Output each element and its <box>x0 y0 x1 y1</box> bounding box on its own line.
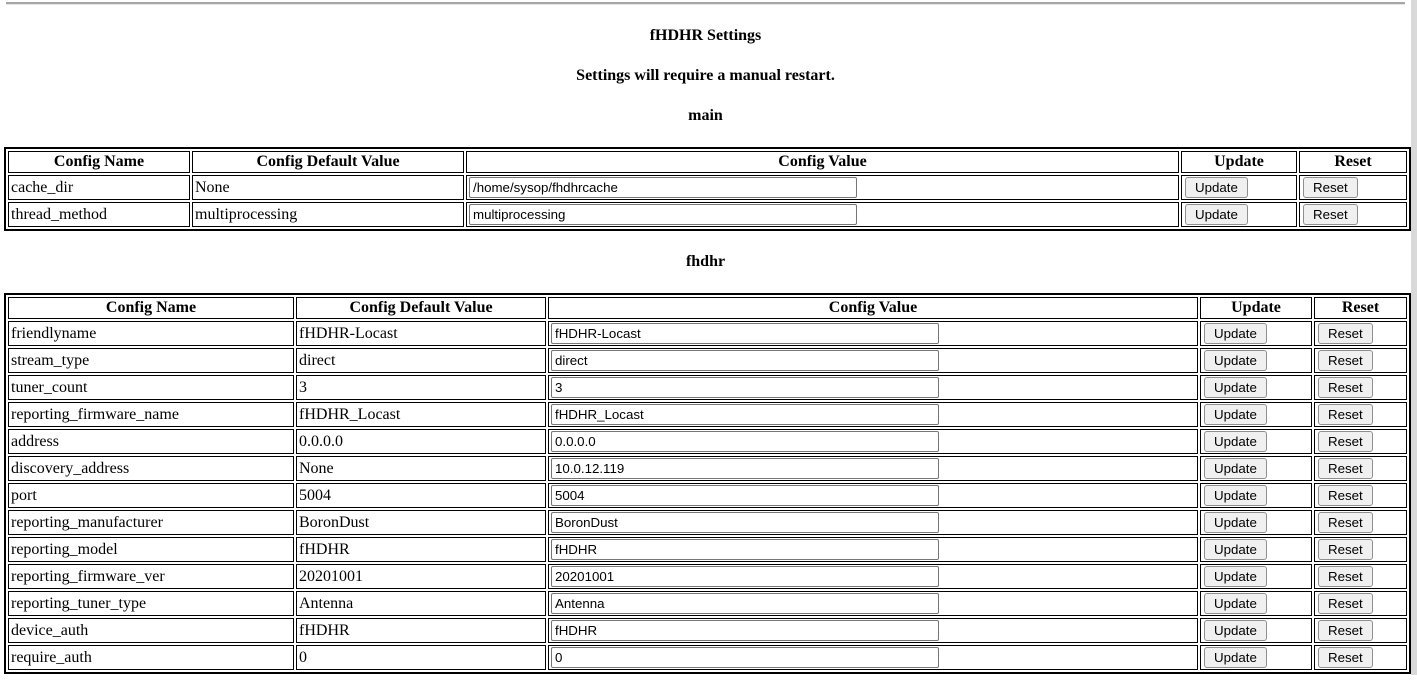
section-title: fhdhr <box>4 253 1407 271</box>
config-default-value-cell: 3 <box>296 375 546 400</box>
reset-button[interactable]: Reset <box>1318 377 1373 398</box>
restart-notice: Settings will require a manual restart. <box>4 67 1407 85</box>
config-name-cell: require_auth <box>8 645 294 670</box>
config-value-cell <box>548 321 1198 346</box>
reset-cell <box>1314 564 1407 589</box>
config-default-value-cell: 20201001 <box>296 564 546 589</box>
reset-button[interactable]: Reset <box>1318 620 1373 641</box>
update-cell <box>1200 483 1312 508</box>
config-name-cell: tuner_count <box>8 375 294 400</box>
update-cell <box>1200 618 1312 643</box>
reset-cell <box>1314 348 1407 373</box>
config-name-cell: port <box>8 483 294 508</box>
update-button[interactable]: Update <box>1204 323 1267 344</box>
config-name-cell: reporting_model <box>8 537 294 562</box>
config-default-value-cell: None <box>192 175 464 200</box>
reset-cell <box>1314 483 1407 508</box>
config-value-input[interactable] <box>469 204 857 225</box>
config-default-value-cell: fHDHR_Locast <box>296 402 546 427</box>
config-name-cell: reporting_manufacturer <box>8 510 294 535</box>
config-value-input[interactable] <box>551 458 939 479</box>
update-button[interactable]: Update <box>1185 204 1248 225</box>
config-value-cell <box>548 483 1198 508</box>
config-name-cell: reporting_firmware_name <box>8 402 294 427</box>
config-row <box>8 375 1407 400</box>
reset-button[interactable]: Reset <box>1318 458 1373 479</box>
update-cell <box>1200 456 1312 481</box>
col-header-config-name: Config Name <box>8 297 294 319</box>
config-default-value-cell: fHDHR-Locast <box>296 321 546 346</box>
config-value-cell <box>548 456 1198 481</box>
config-value-input[interactable] <box>551 593 939 614</box>
update-button[interactable]: Update <box>1204 404 1267 425</box>
config-name-cell: discovery_address <box>8 456 294 481</box>
update-cell <box>1200 321 1312 346</box>
config-default-value-cell: fHDHR <box>296 618 546 643</box>
config-value-cell <box>548 510 1198 535</box>
reset-button[interactable]: Reset <box>1318 539 1373 560</box>
reset-cell <box>1299 175 1407 200</box>
page-title: fHDHR Settings <box>4 27 1407 45</box>
config-row <box>8 618 1407 643</box>
update-button[interactable]: Update <box>1204 620 1267 641</box>
col-header-config-default-value: Config Default Value <box>296 297 546 319</box>
reset-cell <box>1314 321 1407 346</box>
config-row <box>8 510 1407 535</box>
col-header-reset: Reset <box>1299 151 1407 173</box>
reset-button[interactable]: Reset <box>1318 593 1373 614</box>
config-name-cell: device_auth <box>8 618 294 643</box>
config-value-cell <box>548 348 1198 373</box>
reset-cell <box>1314 645 1407 670</box>
update-button[interactable]: Update <box>1204 350 1267 371</box>
update-cell <box>1200 591 1312 616</box>
config-value-input[interactable] <box>551 350 939 371</box>
config-value-cell <box>548 537 1198 562</box>
reset-button[interactable]: Reset <box>1318 323 1373 344</box>
config-name-cell: thread_method <box>8 202 190 227</box>
config-row <box>8 348 1407 373</box>
reset-button[interactable]: Reset <box>1303 177 1358 198</box>
config-value-cell <box>548 429 1198 454</box>
col-header-update: Update <box>1181 151 1297 173</box>
config-default-value-cell: BoronDust <box>296 510 546 535</box>
config-name-cell: friendlyname <box>8 321 294 346</box>
config-row <box>8 175 1407 200</box>
config-name-cell: stream_type <box>8 348 294 373</box>
update-cell <box>1181 175 1297 200</box>
update-cell <box>1200 645 1312 670</box>
settings-section <box>4 253 1407 674</box>
reset-cell <box>1314 402 1407 427</box>
config-table <box>4 293 1411 674</box>
col-header-reset: Reset <box>1314 297 1407 319</box>
config-default-value-cell: None <box>296 456 546 481</box>
config-row <box>8 564 1407 589</box>
reset-button[interactable]: Reset <box>1318 431 1373 452</box>
update-button[interactable]: Update <box>1204 377 1267 398</box>
update-cell <box>1181 202 1297 227</box>
update-button[interactable]: Update <box>1204 566 1267 587</box>
config-default-value-cell: multiprocessing <box>192 202 464 227</box>
config-value-input[interactable] <box>551 485 939 506</box>
col-header-config-default-value: Config Default Value <box>192 151 464 173</box>
config-row <box>8 321 1407 346</box>
config-value-cell <box>548 645 1198 670</box>
config-row <box>8 537 1407 562</box>
config-value-cell <box>548 564 1198 589</box>
config-default-value-cell: 5004 <box>296 483 546 508</box>
update-cell <box>1200 537 1312 562</box>
header-row <box>8 151 1407 173</box>
config-value-input[interactable] <box>551 512 939 533</box>
config-value-input[interactable] <box>551 647 939 668</box>
update-cell <box>1200 564 1312 589</box>
config-row <box>8 202 1407 227</box>
config-name-cell: cache_dir <box>8 175 190 200</box>
config-default-value-cell: Antenna <box>296 591 546 616</box>
config-value-input[interactable] <box>551 377 939 398</box>
reset-button[interactable]: Reset <box>1318 350 1373 371</box>
update-button[interactable]: Update <box>1204 647 1267 668</box>
config-row <box>8 429 1407 454</box>
config-row <box>8 645 1407 670</box>
settings-section <box>4 107 1407 231</box>
update-button[interactable]: Update <box>1185 177 1248 198</box>
reset-cell <box>1314 375 1407 400</box>
reset-button[interactable]: Reset <box>1303 204 1358 225</box>
config-value-input[interactable] <box>551 404 939 425</box>
update-button[interactable]: Update <box>1204 512 1267 533</box>
config-default-value-cell: 0.0.0.0 <box>296 429 546 454</box>
update-cell <box>1200 429 1312 454</box>
update-button[interactable]: Update <box>1204 593 1267 614</box>
config-default-value-cell: fHDHR <box>296 537 546 562</box>
config-value-cell <box>548 402 1198 427</box>
reset-cell <box>1314 429 1407 454</box>
section-title: main <box>4 107 1407 125</box>
reset-cell <box>1314 591 1407 616</box>
reset-cell <box>1299 202 1407 227</box>
col-header-config-value: Config Value <box>466 151 1179 173</box>
reset-button[interactable]: Reset <box>1318 647 1373 668</box>
update-button[interactable]: Update <box>1204 431 1267 452</box>
config-row <box>8 591 1407 616</box>
config-value-cell <box>548 591 1198 616</box>
config-row <box>8 402 1407 427</box>
config-row <box>8 456 1407 481</box>
vertical-scrollbar[interactable] <box>1411 0 1417 675</box>
update-cell <box>1200 510 1312 535</box>
reset-cell <box>1314 510 1407 535</box>
reset-button[interactable]: Reset <box>1318 566 1373 587</box>
update-button[interactable]: Update <box>1204 539 1267 560</box>
config-value-cell <box>466 202 1179 227</box>
reset-button[interactable]: Reset <box>1318 404 1373 425</box>
config-value-input[interactable] <box>551 323 939 344</box>
top-divider <box>6 2 1405 5</box>
config-value-cell <box>466 175 1179 200</box>
col-header-update: Update <box>1200 297 1312 319</box>
update-cell <box>1200 348 1312 373</box>
col-header-config-name: Config Name <box>8 151 190 173</box>
update-cell <box>1200 402 1312 427</box>
update-button[interactable]: Update <box>1204 485 1267 506</box>
config-value-cell <box>548 375 1198 400</box>
config-name-cell: address <box>8 429 294 454</box>
config-value-input[interactable] <box>551 431 939 452</box>
config-row <box>8 483 1407 508</box>
config-value-input[interactable] <box>469 177 857 198</box>
reset-button[interactable]: Reset <box>1318 485 1373 506</box>
config-table <box>4 147 1411 231</box>
update-cell <box>1200 375 1312 400</box>
config-value-input[interactable] <box>551 620 939 641</box>
config-value-input[interactable] <box>551 539 939 560</box>
reset-cell <box>1314 618 1407 643</box>
config-name-cell: reporting_firmware_ver <box>8 564 294 589</box>
header-row <box>8 297 1407 319</box>
config-value-cell <box>548 618 1198 643</box>
reset-cell <box>1314 456 1407 481</box>
config-name-cell: reporting_tuner_type <box>8 591 294 616</box>
config-default-value-cell: direct <box>296 348 546 373</box>
col-header-config-value: Config Value <box>548 297 1198 319</box>
config-default-value-cell: 0 <box>296 645 546 670</box>
settings-sections <box>4 107 1407 674</box>
reset-cell <box>1314 537 1407 562</box>
update-button[interactable]: Update <box>1204 458 1267 479</box>
reset-button[interactable]: Reset <box>1318 512 1373 533</box>
config-value-input[interactable] <box>551 566 939 587</box>
